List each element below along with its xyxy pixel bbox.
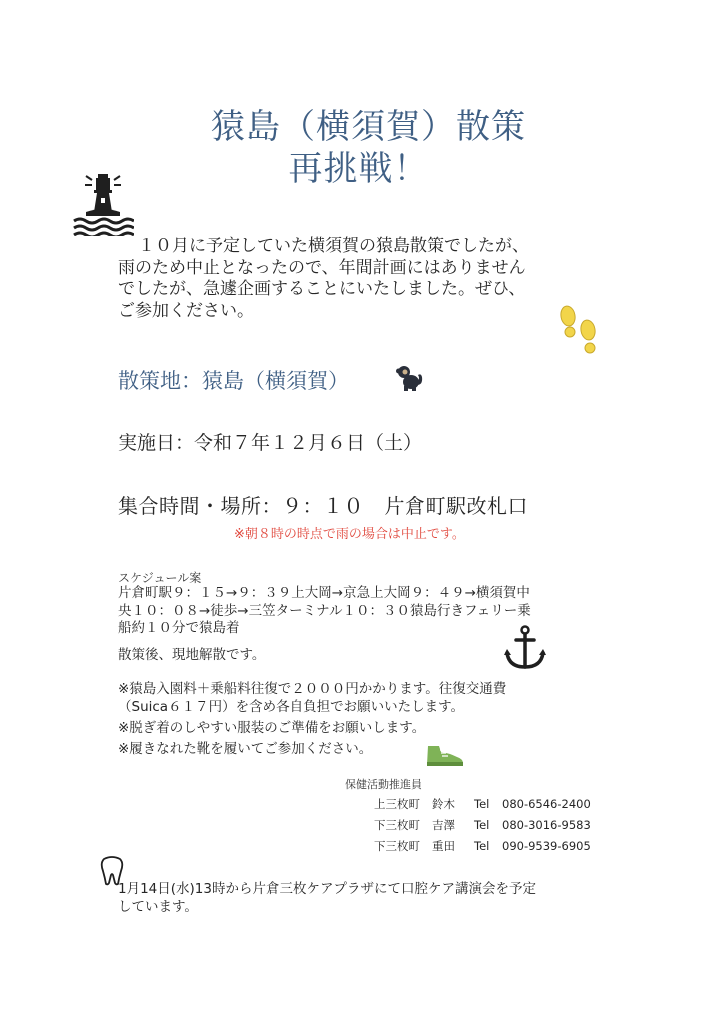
- schedule-after: 散策後、現地解散です。: [118, 647, 266, 663]
- schedule-line: 船約１０分で猿島着: [118, 620, 240, 636]
- intro-line: ご参加ください。: [118, 300, 254, 321]
- contact-phone: 090-9539-6905: [502, 839, 591, 853]
- walk-location: 散策地：猿島（横須賀）: [118, 369, 349, 393]
- shoes-note: ※履きなれた靴を履いてご参加ください。: [118, 741, 373, 757]
- footer-announcement: [118, 880, 588, 916]
- intro-paragraph: [118, 236, 578, 322]
- intro-line: でしたが、急遽企画することにいたしました。ぜひ、: [118, 279, 526, 299]
- event-date: 実施日：令和７年１２月６日（土）: [118, 432, 423, 454]
- contact-row: [374, 816, 591, 837]
- contact-name: 鈴木: [432, 797, 455, 811]
- contact-phone: 080-3016-9583: [502, 818, 591, 832]
- anchor-icon: [503, 625, 547, 671]
- contact-phone: 080-6546-2400: [502, 797, 591, 811]
- schedule-line: 央１０：０８→徒歩→三笠ターミナル１０：３０猿島行きフェリー乗: [118, 602, 531, 619]
- page-title-line2: 再挑戦！: [288, 149, 429, 189]
- lighthouse-icon: [72, 172, 134, 236]
- contact-town: 下三枚町: [374, 818, 420, 832]
- monkey-icon: [396, 365, 424, 391]
- fee-note: [118, 680, 548, 716]
- fee-note-line: ※猿島入園料＋乗船料往復で２０００円かかります。往復交通費: [118, 681, 507, 697]
- intro-line: 雨のため中止となったので、年間計画にはありません: [118, 257, 526, 278]
- page-title-line1: 猿島（横須賀）散策: [211, 107, 526, 147]
- contact-tel-label: Tel: [474, 839, 490, 853]
- footer-line: しています。: [118, 899, 198, 915]
- contact-town: 下三枚町: [374, 839, 420, 853]
- contact-town: 上三枚町: [374, 797, 420, 811]
- fee-note-line: （Suica６１７円）を含め各自負担でお願いいたします。: [118, 699, 464, 715]
- notes-block: [118, 680, 548, 761]
- contacts-title: 保健活動推進員: [345, 778, 422, 791]
- contact-tel-label: Tel: [474, 797, 490, 811]
- intro-line: １０月に予定していた横須賀の猿島散策でしたが、: [138, 236, 529, 256]
- clothing-note: ※脱ぎ着のしやすい服装のご準備をお願いします。: [118, 720, 426, 736]
- contact-list: [374, 795, 591, 858]
- schedule-label: スケジュール案: [118, 571, 202, 585]
- shoe-icon: [425, 742, 465, 768]
- contact-name: 重田: [432, 839, 455, 853]
- schedule-line: 片倉町駅９：１５→９：３９上大岡→京急上大岡９：４９→横須賀中: [118, 585, 530, 601]
- rain-cancellation-note: ※朝８時の時点で雨の場合は中止です。: [234, 527, 465, 542]
- contact-tel-label: Tel: [474, 818, 490, 832]
- footprints-icon: [556, 304, 602, 360]
- schedule-body: [118, 585, 568, 638]
- footer-line: 1月14日(水)13時から片倉三枚ケアプラザにて口腔ケア講演会を予定: [118, 881, 536, 897]
- contact-row: [374, 837, 591, 858]
- meeting-time-place: 集合時間・場所：９：１０ 片倉町駅改札口: [118, 494, 528, 518]
- contact-row: [374, 795, 591, 816]
- contact-name: 吉澤: [432, 818, 455, 832]
